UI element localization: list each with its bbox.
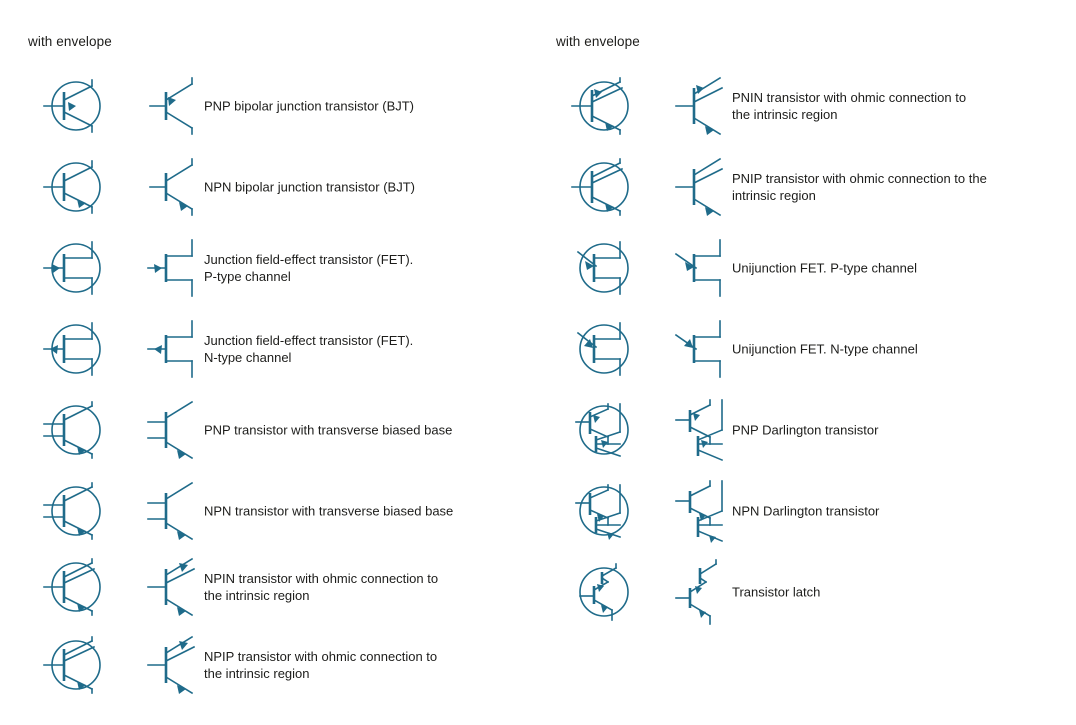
pnin-ohmic-envelope-icon xyxy=(564,66,644,146)
symbol-row xyxy=(550,66,1070,146)
pnip-ohmic-icon xyxy=(674,147,730,227)
ujfet-n-envelope-icon xyxy=(564,309,644,389)
jfet-n-icon xyxy=(146,309,202,389)
symbol-label: NPN Darlington transistor xyxy=(732,503,880,519)
symbol-label: NPIP transistor with ohmic connection to the intrinsic region xyxy=(204,649,438,681)
npn-transverse-base-icon xyxy=(146,471,202,551)
symbol-label: Junction field-effect transistor (FET). N-type channel xyxy=(204,333,414,365)
symbol-row xyxy=(550,147,1070,227)
symbol-label: PNP Darlington transistor xyxy=(732,422,879,438)
symbol-label: NPIN transistor with ohmic connection to the intrinsic region xyxy=(204,571,439,603)
symbol-row xyxy=(550,309,1070,389)
jfet-n-envelope-icon xyxy=(36,309,116,389)
symbol-row xyxy=(22,547,542,627)
symbol-label: Unijunction FET. N-type channel xyxy=(732,341,918,357)
transistor-latch-icon xyxy=(674,552,730,632)
npin-ohmic-envelope-icon xyxy=(36,547,116,627)
symbol-row xyxy=(550,471,1070,551)
symbol-label: PNP bipolar junction transistor (BJT) xyxy=(204,98,415,114)
symbol-row xyxy=(22,390,542,470)
symbol-label: NPN transistor with transverse biased base xyxy=(204,503,454,519)
symbol-label: PNP transistor with transverse biased base xyxy=(204,422,453,438)
npn-bjt-envelope-icon xyxy=(36,147,116,227)
symbol-row xyxy=(550,228,1070,308)
npip-ohmic-icon xyxy=(146,625,202,705)
jfet-p-envelope-icon xyxy=(36,228,116,308)
npn-transverse-base-envelope-icon xyxy=(36,471,116,551)
symbol-row xyxy=(22,66,542,146)
npip-ohmic-envelope-icon xyxy=(36,625,116,705)
ujfet-p-icon xyxy=(674,228,730,308)
pnp-bjt-envelope-icon xyxy=(36,66,116,146)
symbol-row xyxy=(550,390,1070,470)
npin-ohmic-icon xyxy=(146,547,202,627)
npn-bjt-icon xyxy=(146,147,202,227)
symbol-label: NPN bipolar junction transistor (BJT) xyxy=(204,179,415,195)
symbol-label: PNIN transistor with ohmic connection to the intrinsic region xyxy=(732,90,967,122)
pnin-ohmic-icon xyxy=(674,66,730,146)
symbol-label: PNIP transistor with ohmic connection to the intrinsic region xyxy=(732,171,987,203)
pnip-ohmic-envelope-icon xyxy=(564,147,644,227)
symbol-label: Transistor latch xyxy=(732,584,821,600)
symbol-row xyxy=(550,552,1070,632)
symbol-label: Unijunction FET. P-type channel xyxy=(732,260,917,276)
column-header-right: with envelope xyxy=(556,34,640,49)
npn-darlington-envelope-icon xyxy=(564,471,644,551)
symbol-row xyxy=(22,625,542,705)
symbol-row xyxy=(22,309,542,389)
transistor-latch-envelope-icon xyxy=(564,552,644,632)
pnp-bjt-icon xyxy=(146,66,202,146)
npn-darlington-icon xyxy=(674,471,730,551)
symbol-row xyxy=(22,147,542,227)
symbol-label: Junction field-effect transistor (FET). P-type channel xyxy=(204,252,414,284)
symbol-row xyxy=(22,471,542,551)
pnp-darlington-icon xyxy=(674,390,730,470)
ujfet-p-envelope-icon xyxy=(564,228,644,308)
pnp-darlington-envelope-icon xyxy=(564,390,644,470)
symbol-row xyxy=(22,228,542,308)
jfet-p-icon xyxy=(146,228,202,308)
pnp-transverse-base-envelope-icon xyxy=(36,390,116,470)
ujfet-n-icon xyxy=(674,309,730,389)
column-header-left: with envelope xyxy=(28,34,112,49)
pnp-transverse-base-icon xyxy=(146,390,202,470)
